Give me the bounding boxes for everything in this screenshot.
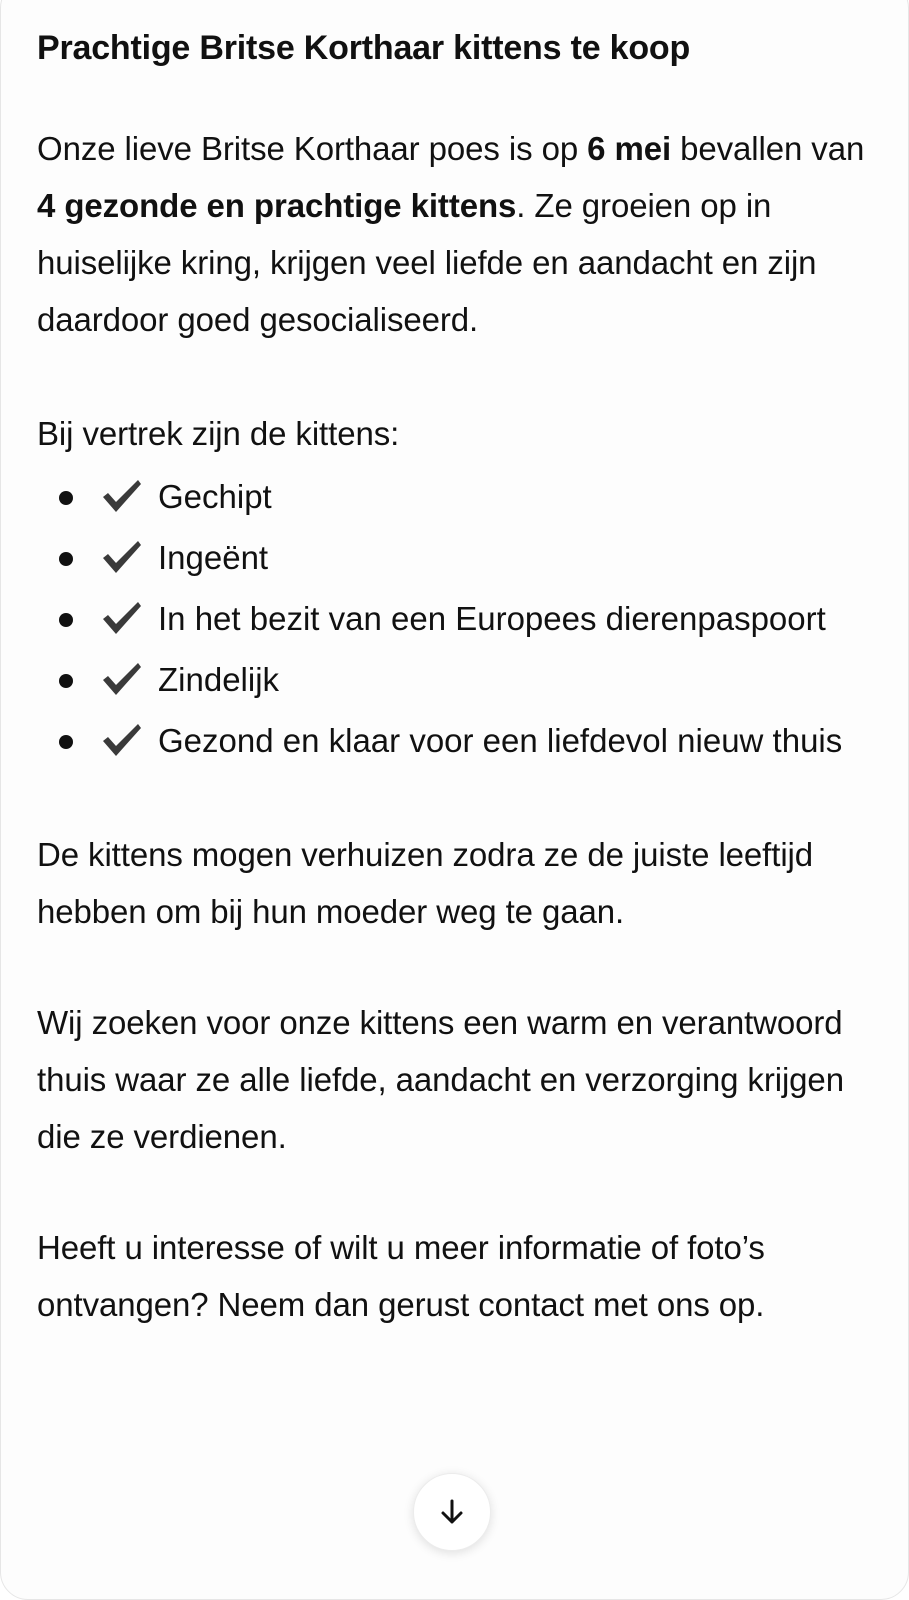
check-mark-icon xyxy=(100,600,144,636)
intro-bold-kittens: 4 gezonde en prachtige kittens xyxy=(37,187,517,224)
list-item-label: Ingeënt xyxy=(158,539,269,576)
list-item xyxy=(37,529,887,586)
contact-paragraph: Heeft u interesse of wilt u meer informatie of foto’s ontvangen? Neem dan gerust contact met ons op. xyxy=(37,1229,765,1323)
intro-bold-date: 6 mei xyxy=(587,130,672,167)
message-content xyxy=(37,22,887,1333)
message-title: Prachtige Britse Korthaar kittens te koop xyxy=(37,29,691,67)
check-mark-icon xyxy=(100,539,144,575)
list-intro: Bij vertrek zijn de kittens: xyxy=(37,415,400,452)
arrow-down-icon xyxy=(437,1497,467,1527)
check-mark-icon xyxy=(100,478,144,514)
intro-text-2: bevallen van xyxy=(671,130,865,167)
bullet xyxy=(59,674,73,688)
intro-paragraph xyxy=(37,120,887,348)
list-item-label: In het bezit van een Europees dierenpaspoort xyxy=(158,600,826,637)
list-item xyxy=(37,468,887,525)
scroll-to-bottom-button[interactable] xyxy=(413,1473,491,1551)
checklist xyxy=(37,468,887,769)
list-item xyxy=(37,651,887,708)
intro-text-1: Onze lieve Britse Korthaar poes is op xyxy=(37,130,588,167)
list-item-label: Zindelijk xyxy=(158,661,280,698)
bullet xyxy=(59,552,73,566)
list-item xyxy=(37,712,887,769)
bullet xyxy=(59,735,73,749)
home-paragraph: Wij zoeken voor onze kittens een warm en verantwoord thuis waar ze alle liefde, aandacht en verzorging krijgen die ze verdienen. xyxy=(37,1004,844,1155)
move-paragraph: De kittens mogen verhuizen zodra ze de juiste leeftijd hebben om bij hun moeder weg te gaan. xyxy=(37,836,814,930)
intro-text-3: . Ze groeien op in huiselijke kring, krijgen veel liefde en aandacht en zijn daardoor goed gesocialiseerd. xyxy=(37,187,817,338)
check-mark-icon xyxy=(100,661,144,697)
list-item xyxy=(37,590,887,647)
check-mark-icon xyxy=(100,722,144,758)
list-item-label: Gezond en klaar voor een liefdevol nieuw thuis xyxy=(158,722,843,759)
bullet xyxy=(59,491,73,505)
list-item-label: Gechipt xyxy=(158,478,272,515)
bullet xyxy=(59,613,73,627)
